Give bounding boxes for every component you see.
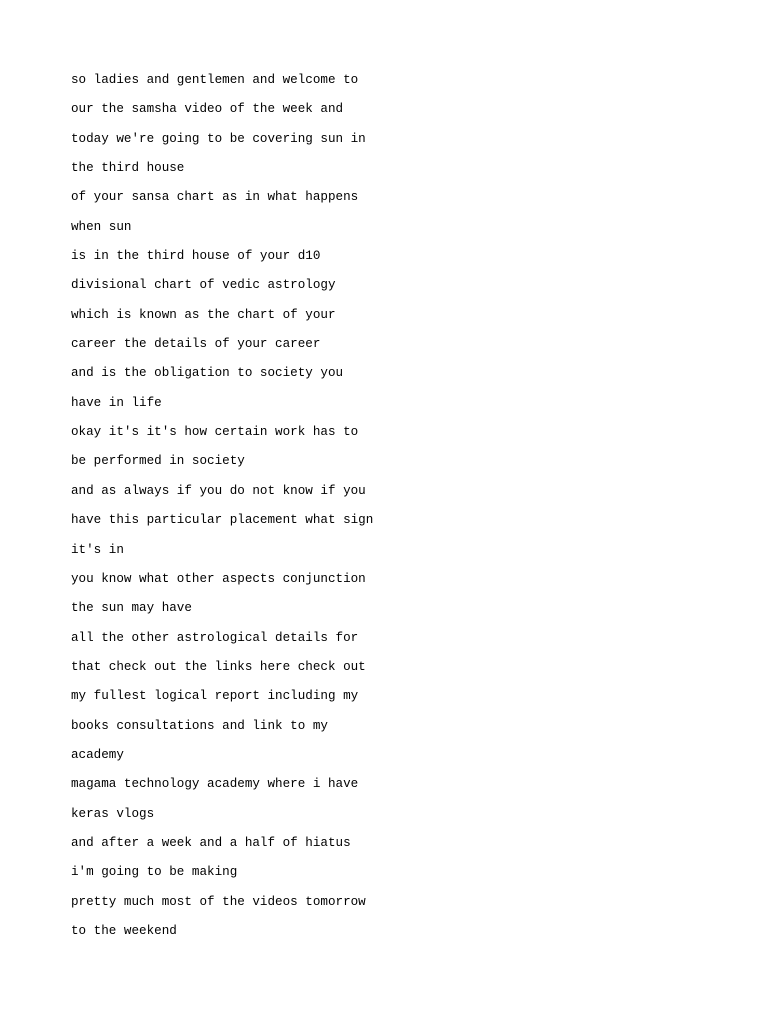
transcript-line: to the weekend <box>71 923 177 938</box>
transcript-line: have this particular placement what sign <box>71 513 374 528</box>
transcript-line: divisional chart of vedic astrology <box>71 278 336 293</box>
transcript-line: all the other astrological details for <box>71 630 359 645</box>
transcript-line: keras vlogs <box>71 806 155 821</box>
transcript-line: academy <box>71 747 124 762</box>
transcript-line: is in the third house of your d10 <box>71 249 321 264</box>
transcript-line: career the details of your career <box>71 337 321 352</box>
transcript-line: the sun may have <box>71 601 192 616</box>
transcript-line: my fullest logical report including my <box>71 689 359 704</box>
transcript-line: our the samsha video of the week and <box>71 102 344 117</box>
transcript-line: which is known as the chart of your <box>71 307 336 322</box>
transcript-line: today we're going to be covering sun in <box>71 131 366 146</box>
transcript-line: and after a week and a half of hiatus <box>71 835 351 850</box>
transcript-line: it's in <box>71 542 124 557</box>
transcript-line: okay it's it's how certain work has to <box>71 425 359 440</box>
transcript-line: i'm going to be making <box>71 865 238 880</box>
transcript-line: have in life <box>71 395 162 410</box>
transcript-line: so ladies and gentlemen and welcome to <box>71 73 359 87</box>
transcript-line: books consultations and link to my <box>71 718 328 733</box>
transcript-line: that check out the links here check out <box>71 659 366 674</box>
transcript-line: magama technology academy where i have <box>71 777 359 792</box>
transcript-line: when sun <box>71 219 132 234</box>
transcript-line: the third house <box>71 161 185 176</box>
transcript-line: be performed in society <box>71 454 245 469</box>
transcript-text <box>71 66 373 946</box>
transcript-line: and as always if you do not know if you <box>71 483 366 498</box>
transcript-line: of your sansa chart as in what happens <box>71 190 359 205</box>
transcript-line: you know what other aspects conjunction <box>71 571 366 586</box>
transcript-line: pretty much most of the videos tomorrow <box>71 894 366 909</box>
transcript-line: and is the obligation to society you <box>71 366 344 381</box>
